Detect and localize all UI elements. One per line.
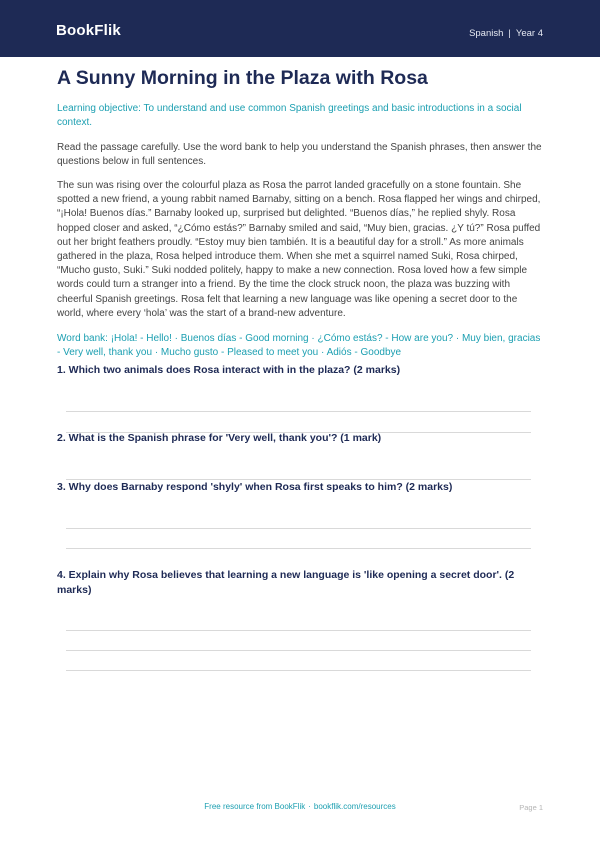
page-header — [0, 0, 600, 57]
page-title: A Sunny Morning in the Plaza with Rosa — [57, 67, 428, 89]
question-1: 1. Which two animals does Rosa interact with in the plaza? (2 marks) — [57, 364, 401, 376]
answer-line[interactable] — [66, 630, 531, 631]
answer-line[interactable] — [66, 548, 531, 549]
footer-separator: · — [308, 802, 311, 811]
footer-link[interactable]: bookflik.com/resources — [313, 802, 396, 811]
instructions: Read the passage carefully. Use the word bank to help you understand the Spanish phrases, then answer the questions below in full sentences. — [57, 142, 542, 167]
question-3: 3. Why does Barnaby respond 'shyly' when Rosa first speaks to him? (2 marks) — [57, 481, 453, 493]
answer-line[interactable] — [66, 528, 531, 529]
answer-line[interactable] — [66, 670, 531, 671]
reading-passage: The sun was rising over the colourful plaza as Rosa the parrot landed gracefully on a stone fountain. She spotted a new friend, a young rabbit named Barnaby, sitting on a bench. Rosa flapped her wings and chirped, “¡Hola! Buenos días.” Barnaby looked up, surprised but delighted. “Buenos días,” he replied shyly. Rosa hopped closer and asked, “¿Cómo estás?” Barnaby smiled and said, “Muy bien, gracias. ¿Y tú?” Rosa puffed out her bright feathers proudly. “Estoy muy bien también. It is a beautiful day for a stroll.” As more animals gathered in the plaza, Rosa helped introduce them. When she met a squirrel named Suki, Rosa chirped, “Mucho gusto, Suki.” Suki nodded politely, happy to make a new connection. Rosa loved how a few simple words could turn a stranger into a friend. By the time the clock struck noon, the plaza was buzzing with cheerful Spanish greetings. Rosa felt that learning a new language was like opening a secret door to the world, where every ‘hola’ was the start of a brand-new adventure. — [57, 180, 541, 319]
question-4: 4. Explain why Rosa believes that learning a new language is 'like opening a secret door'. (2 marks) — [57, 569, 515, 596]
question-2: 2. What is the Spanish phrase for 'Very well, thank you'? (1 mark) — [57, 432, 382, 444]
learning-objective: Learning objective: To understand and use common Spanish greetings and basic introductions in a social context. — [57, 103, 522, 128]
brand-logo: BookFlik — [56, 22, 121, 39]
year-label: Year 4 — [515, 28, 543, 39]
header-meta — [469, 28, 543, 39]
footer-source: Free resource from BookFlik — [204, 802, 306, 811]
page-number: Page 1 — [519, 803, 543, 812]
word-bank: Word bank: ¡Hola! - Hello! · Buenos días - Good morning · ¿Cómo estás? - How are you? · Muy bien, gracias - Very well, thank you · Mucho gusto - Pleased to meet you · Adiós - Goodbye — [57, 333, 541, 359]
meta-separator: | — [508, 28, 511, 39]
main-content — [57, 66, 543, 360]
subject-label: Spanish — [469, 28, 504, 39]
page-footer — [0, 802, 600, 811]
answer-line[interactable] — [66, 411, 531, 412]
answer-line[interactable] — [66, 650, 531, 651]
